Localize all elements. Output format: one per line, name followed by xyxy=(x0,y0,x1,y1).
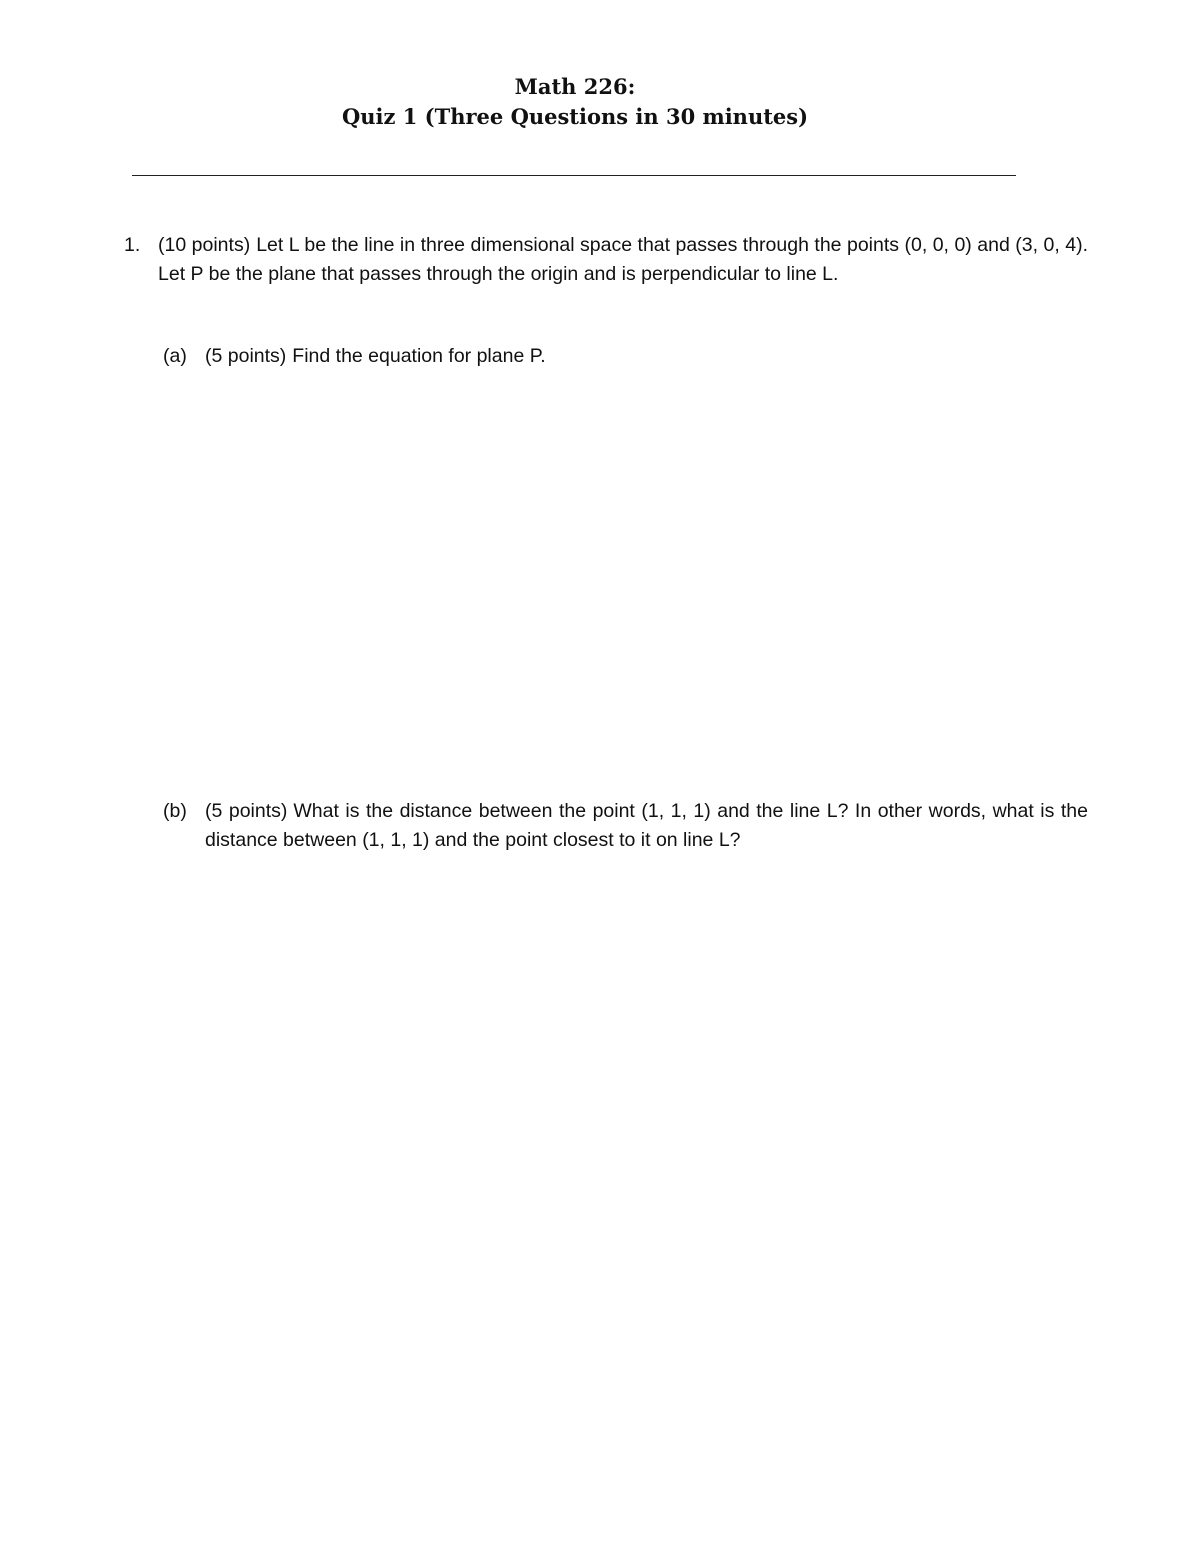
question-points: (10 points) xyxy=(158,234,251,256)
question-text: Let L be the line in three dimensional space that passes through the points (0, 0, 0) and (3, 0, 4). Let P be the plane that passes through the origin and is perpendicular to line L. xyxy=(158,234,1088,285)
quiz-title: Quiz 1 (Three Questions in 30 minutes) xyxy=(341,104,809,129)
course-title: Math 226: xyxy=(514,74,636,99)
part-b-body xyxy=(205,797,1088,855)
question-1-part-a xyxy=(163,342,1088,371)
title-block xyxy=(0,72,1150,132)
question-number: 1. xyxy=(124,234,141,256)
part-a-points: (5 points) xyxy=(205,345,287,367)
part-b-label: (b) xyxy=(163,800,187,822)
horizontal-rule xyxy=(132,175,1016,176)
part-a-text: Find the equation for plane P. xyxy=(292,345,546,367)
part-b-text: What is the distance between the point (1, 1, 1) and the line L? In other words, what is the distance between (1, 1, 1) and the point closest to it on line L? xyxy=(205,800,1088,851)
question-1 xyxy=(120,231,1088,289)
part-b-points: (5 points) xyxy=(205,800,288,822)
question-1-part-b xyxy=(163,797,1088,855)
question-body xyxy=(158,231,1088,289)
part-a-label: (a) xyxy=(163,345,187,367)
part-a-body xyxy=(205,342,1088,371)
